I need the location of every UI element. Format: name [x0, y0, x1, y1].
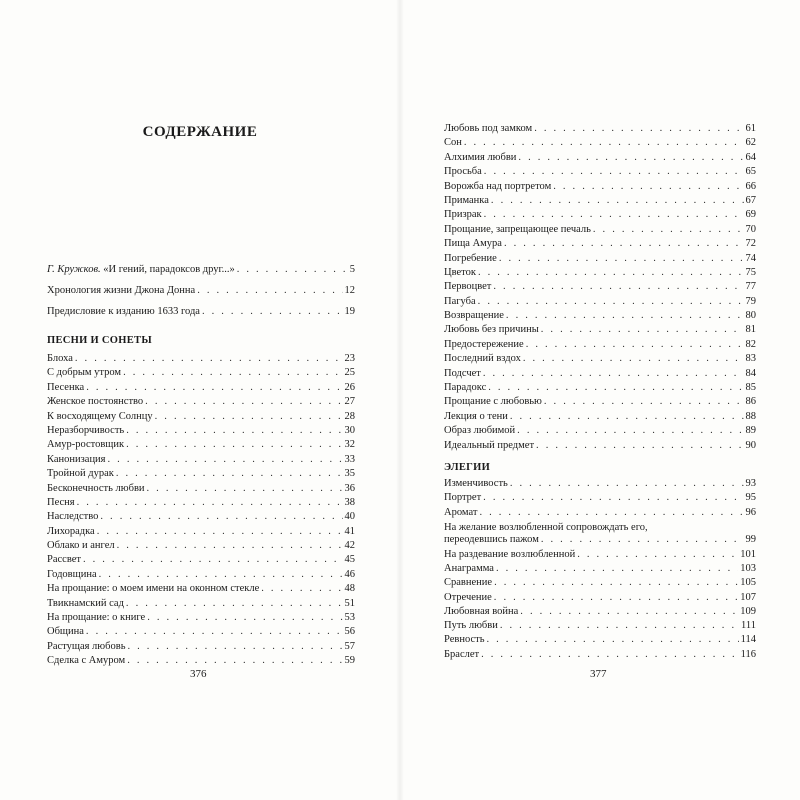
entry-label: Образ любимой: [444, 425, 516, 437]
toc-entry: [444, 411, 756, 425]
toc-entry: [444, 137, 756, 151]
entry-label: Идеальный предмет: [444, 439, 535, 451]
toc-entry: [444, 507, 756, 521]
leader-dots: [237, 264, 348, 275]
leader-dots: [77, 497, 343, 508]
entry-label: Браслет: [444, 648, 480, 660]
entry-label: Лекция о тени: [444, 410, 508, 422]
entry-label: Облако и ангел: [47, 540, 115, 552]
entry-label: Община: [47, 626, 84, 638]
toc-entry: [47, 483, 355, 497]
toc-entry: [444, 123, 756, 137]
toc-entry: [47, 454, 355, 468]
entry-label: Парадокс: [444, 382, 487, 394]
entry-label: Рассвет: [47, 554, 81, 566]
entry-label: С добрым утром: [47, 367, 122, 379]
toc-list: [444, 478, 756, 663]
entry-label: Песенка: [47, 381, 85, 393]
leader-dots: [147, 483, 343, 494]
leader-dots: [487, 634, 739, 645]
toc-entry: [444, 267, 756, 281]
entry-label: Песня: [47, 496, 75, 508]
toc-entry: [47, 411, 355, 425]
entry-label: Неразборчивость: [47, 424, 125, 436]
leader-dots: [127, 655, 342, 666]
entry-label: Изменчивость: [444, 478, 508, 489]
page-number: 377: [590, 668, 607, 680]
entry-label: Ворожба над портретом: [444, 180, 552, 192]
toc-entry: [444, 382, 756, 396]
entry-label: Сравнение: [444, 577, 493, 589]
leader-dots: [484, 209, 744, 220]
toc-entry: [47, 511, 355, 525]
entry-page: 75: [745, 266, 756, 278]
entry-label: Последний вздох: [444, 353, 521, 365]
entry-label: Любовная война: [444, 605, 519, 617]
entry-page: 26: [344, 381, 355, 393]
entry-label: «И гений, парадоксов друг...»: [100, 264, 235, 275]
toc-entry: [47, 598, 355, 612]
toc-entry: [444, 339, 756, 353]
toc-title: СОДЕРЖАНИЕ: [142, 124, 258, 140]
toc-entry: [444, 396, 756, 410]
entry-page: 89: [745, 425, 756, 437]
entry-page: 5: [349, 264, 355, 275]
entry-label: Портрет: [444, 492, 482, 504]
leader-dots: [123, 367, 342, 378]
entry-page: 62: [745, 137, 756, 149]
entry-page: 109: [740, 605, 756, 617]
leader-dots: [520, 606, 738, 617]
leader-dots: [126, 425, 342, 436]
toc-entry: [444, 492, 756, 506]
leader-dots: [544, 396, 744, 407]
leader-dots: [541, 324, 744, 335]
toc-entry: [47, 526, 355, 540]
entry-label: Лихорадка: [47, 525, 95, 537]
entry-page: 77: [745, 281, 756, 293]
leader-dots: [491, 195, 744, 206]
toc-entry: [47, 285, 355, 306]
entry-label: Хронология жизни Джона Донна: [47, 285, 196, 296]
entry-page: 46: [344, 568, 355, 580]
entry-page: 96: [745, 506, 756, 518]
entry-label: Отречение: [444, 591, 492, 603]
entry-page: 64: [745, 151, 756, 163]
leader-dots: [536, 440, 743, 451]
entry-page: 51: [344, 597, 355, 609]
entry-label: На прощание: о моем имени на оконном стекле: [47, 583, 260, 595]
entry-page: 65: [745, 166, 756, 178]
leader-dots: [517, 425, 743, 436]
entry-label: Предостережение: [444, 338, 524, 350]
leader-dots: [197, 285, 342, 296]
entry-page: 107: [740, 591, 756, 603]
entry-page: 111: [741, 620, 756, 632]
leader-dots: [553, 181, 743, 192]
entry-label: Любовь под замком: [444, 123, 533, 134]
entry-page: 67: [745, 194, 756, 206]
right-page: [400, 0, 800, 800]
entry-label: Наследство: [47, 511, 99, 523]
toc-entry: [444, 195, 756, 209]
entry-label: Любовь без причины: [444, 324, 539, 336]
entry-page: 38: [344, 496, 355, 508]
entry-page: 105: [740, 577, 756, 589]
intro-list: [47, 264, 355, 327]
leader-dots: [499, 253, 744, 264]
toc-entry: [47, 540, 355, 554]
toc-entry: [444, 534, 756, 548]
leader-dots: [481, 649, 739, 660]
toc-entry: [444, 166, 756, 180]
entry-page: 23: [344, 353, 355, 364]
entry-page: 85: [745, 382, 756, 394]
entry-label: Предисловие к изданию 1633 года: [47, 306, 200, 317]
entry-author: Г. Кружков.: [47, 264, 101, 275]
entry-page: 30: [344, 424, 355, 436]
entry-page: 36: [344, 482, 355, 494]
entry-label: Алхимия любви: [444, 151, 517, 163]
entry-label: Призрак: [444, 209, 482, 221]
leader-dots: [493, 281, 743, 292]
leader-dots: [577, 549, 738, 560]
entry-label: Тройной дурак: [47, 468, 114, 480]
leader-dots: [464, 137, 744, 148]
section-title: ПЕСНИ И СОНЕТЫ: [47, 335, 152, 346]
leader-dots: [510, 411, 744, 422]
leader-dots: [155, 411, 343, 422]
entry-page: 83: [745, 353, 756, 365]
toc-entry: [444, 181, 756, 195]
leader-dots: [86, 382, 342, 393]
entry-label: Анаграмма: [444, 562, 494, 574]
leader-dots: [593, 224, 744, 235]
entry-page: 66: [745, 180, 756, 192]
leader-dots: [500, 620, 739, 631]
leader-dots: [117, 540, 343, 551]
leader-dots: [126, 598, 343, 609]
leader-dots: [506, 310, 744, 321]
entry-label: Возвращение: [444, 310, 504, 322]
entry-page: 56: [344, 626, 355, 638]
entry-label: Амур-ростовщик: [47, 439, 125, 451]
entry-label: Твикнамский сад: [47, 597, 124, 609]
entry-page: 79: [745, 295, 756, 307]
entry-label: К восходящему Солнцу: [47, 410, 153, 422]
entry-label: Бесконечность любви: [47, 482, 145, 494]
entry-label: Женское постоянство: [47, 396, 144, 408]
entry-page: 84: [745, 367, 756, 379]
leader-dots: [478, 296, 744, 307]
entry-page: 12: [344, 285, 355, 296]
entry-label: переодевшись пажом: [444, 534, 539, 546]
entry-page: 57: [344, 640, 355, 652]
leader-dots: [510, 478, 744, 489]
leader-dots: [479, 507, 743, 518]
entry-page: 74: [745, 252, 756, 264]
toc-entry: [444, 478, 756, 492]
leader-dots: [483, 368, 744, 379]
entry-label: Ревность: [444, 634, 485, 646]
entry-label: Цветок: [444, 266, 476, 278]
leader-dots: [541, 534, 744, 545]
leader-dots: [526, 339, 744, 350]
toc-entry: [47, 264, 355, 285]
toc-entry: [444, 577, 756, 591]
entry-label: Прощание, запрещающее печаль: [444, 223, 591, 235]
entry-page: 42: [344, 540, 355, 552]
toc-entry: [444, 253, 756, 267]
entry-page: 95: [745, 492, 756, 504]
entry-page: 45: [344, 554, 355, 566]
entry-page: 19: [344, 306, 355, 317]
leader-dots: [126, 439, 342, 450]
toc-entry: [444, 152, 756, 166]
entry-label: Подсчет: [444, 367, 481, 379]
leader-dots: [496, 563, 738, 574]
toc-entry: [47, 306, 355, 327]
toc-list: [47, 353, 355, 670]
entry-label: Годовщина: [47, 568, 97, 580]
toc-entry: [444, 440, 756, 454]
toc-entry: [444, 592, 756, 606]
page-number: 376: [190, 668, 207, 680]
toc-entry: [444, 238, 756, 252]
leader-dots: [202, 306, 343, 317]
entry-page: 99: [745, 534, 756, 546]
toc-entry: [444, 563, 756, 577]
entry-label: Сон: [444, 137, 462, 149]
leader-dots: [494, 577, 738, 588]
leader-dots: [488, 382, 743, 393]
entry-page: 72: [745, 238, 756, 250]
entry-page: 61: [745, 123, 756, 134]
entry-label: Просьба: [444, 166, 482, 178]
entry-page: 114: [740, 634, 756, 646]
entry-label: Пища Амура: [444, 238, 502, 250]
entry-label: Растущая любовь: [47, 640, 126, 652]
toc-entry: [444, 224, 756, 238]
entry-label: На раздевание возлюбленной: [444, 548, 576, 560]
entry-label: Блоха: [47, 353, 73, 364]
leader-dots: [478, 267, 744, 278]
toc-entry: [444, 296, 756, 310]
entry-page: 59: [344, 655, 355, 667]
toc-entry: [444, 209, 756, 223]
toc-entry: [47, 396, 355, 410]
leader-dots: [494, 592, 738, 603]
leader-dots: [83, 554, 343, 565]
entry-label: Погребение: [444, 252, 497, 264]
toc-entry: [47, 353, 355, 367]
entry-page: 86: [745, 396, 756, 408]
toc-entry: [444, 324, 756, 338]
leader-dots: [75, 353, 343, 364]
leader-dots: [147, 612, 342, 623]
entry-page: 40: [344, 511, 355, 523]
toc-entry: [444, 634, 756, 648]
entry-page: 41: [344, 525, 355, 537]
entry-label: Сделка с Амуром: [47, 655, 126, 667]
leader-dots: [504, 238, 744, 249]
toc-entry: [444, 310, 756, 324]
toc-entry: [47, 583, 355, 597]
entry-label: Путь любви: [444, 620, 498, 632]
toc-entry: [444, 549, 756, 563]
leader-dots: [518, 152, 743, 163]
leader-dots: [484, 166, 744, 177]
entry-page: 28: [344, 410, 355, 422]
toc-entry: [47, 382, 355, 396]
leader-dots: [534, 123, 743, 134]
entry-label: Приманка: [444, 194, 489, 206]
entry-page: 103: [740, 562, 756, 574]
toc-entry: [47, 425, 355, 439]
entry-page: 81: [745, 324, 756, 336]
entry-page: 90: [745, 439, 756, 451]
entry-label: Аромат: [444, 506, 478, 518]
entry-page: 116: [740, 648, 756, 660]
toc-entry: [47, 497, 355, 511]
entry-page: 88: [745, 410, 756, 422]
leader-dots: [100, 511, 342, 522]
leader-dots: [127, 641, 342, 652]
leader-dots: [261, 583, 342, 594]
toc-entry: [444, 281, 756, 295]
leader-dots: [97, 526, 343, 537]
toc-entry: [47, 367, 355, 381]
entry-page: 35: [344, 468, 355, 480]
leader-dots: [145, 396, 342, 407]
entry-page: 69: [745, 209, 756, 221]
leader-dots: [523, 353, 744, 364]
entry-page: 53: [344, 612, 355, 624]
entry-label: Пагуба: [444, 295, 476, 307]
leader-dots: [108, 454, 343, 465]
toc-entry: [47, 439, 355, 453]
leader-dots: [86, 626, 343, 637]
toc-entry: [47, 554, 355, 568]
entry-label: На прощание: о книге: [47, 612, 146, 624]
leader-dots: [483, 492, 743, 503]
toc-entry: [47, 569, 355, 583]
entry-page: 48: [344, 583, 355, 595]
toc-list: [444, 123, 756, 454]
toc-entry: [47, 626, 355, 640]
toc-entry: [444, 425, 756, 439]
leader-dots: [99, 569, 343, 580]
entry-label: Прощание с любовью: [444, 396, 542, 408]
section-title: ЭЛЕГИИ: [444, 462, 491, 473]
entry-page: 82: [745, 338, 756, 350]
entry-label-line: На желание возлюбленной сопровождать его,: [444, 521, 648, 533]
entry-page: 70: [745, 223, 756, 235]
toc-entry: [444, 606, 756, 620]
toc-entry: [444, 649, 756, 663]
entry-page: 25: [344, 367, 355, 379]
entry-page: 33: [344, 453, 355, 465]
toc-entry: [444, 368, 756, 382]
toc-entry: [47, 641, 355, 655]
entry-page: 27: [344, 396, 355, 408]
toc-entry: [47, 612, 355, 626]
entry-page: 93: [745, 478, 756, 489]
leader-dots: [116, 468, 343, 479]
entry-page: 32: [344, 439, 355, 451]
entry-label: Первоцвет: [444, 281, 492, 293]
entry-page: 80: [745, 310, 756, 322]
toc-entry: [444, 353, 756, 367]
entry-page: 101: [740, 548, 756, 560]
entry-label: Канонизация: [47, 453, 106, 465]
toc-entry: [47, 468, 355, 482]
toc-entry: [444, 620, 756, 634]
